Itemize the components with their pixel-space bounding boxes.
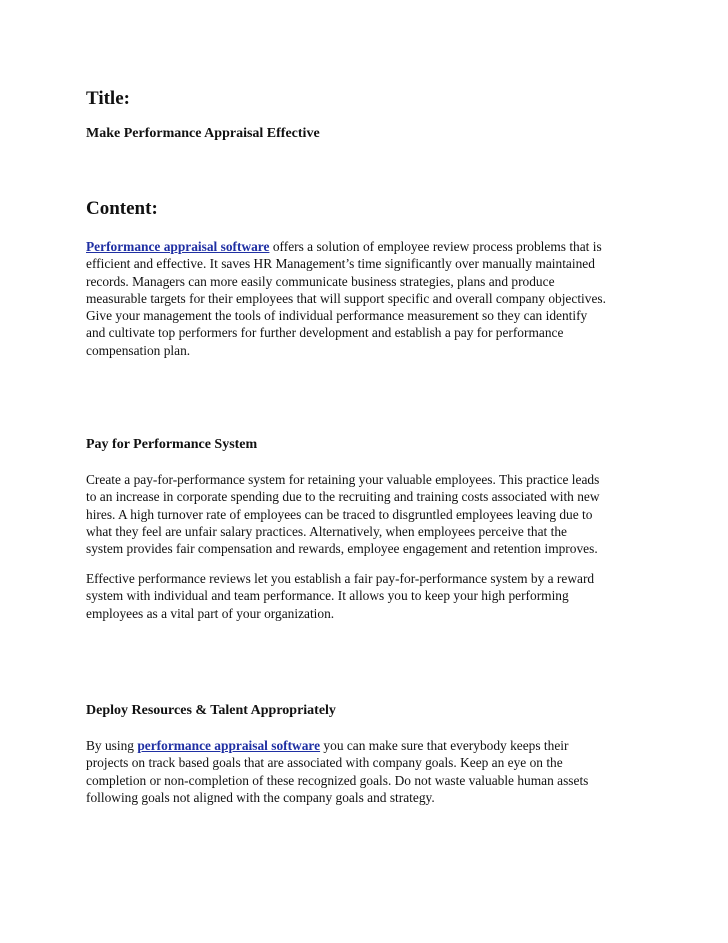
paragraph-line: what they feel are unfair salary practices. Alternatively, when employees perceive that the xyxy=(86,523,567,539)
performance-appraisal-software-link-2[interactable]: performance appraisal software xyxy=(137,738,321,753)
intro-line: efficient and effective. It saves HR Management’s time significantly over manually maintained xyxy=(86,256,595,272)
paragraph-line: system provides fair compensation and rewards, employee engagement and retention improves. xyxy=(86,541,598,557)
intro-line: measurable targets for their employees that will support specific and overall company objectives. xyxy=(86,290,606,306)
intro-line: compensation plan. xyxy=(86,342,191,358)
intro-line-1: Performance appraisal software offers a solution of employee review process problems that is xyxy=(86,239,602,254)
paragraph-line: following goals not aligned with the company goals and strategy. xyxy=(86,789,435,805)
pay-for-performance-paragraph-2 xyxy=(86,570,656,622)
pay-for-performance-paragraph-1 xyxy=(86,471,656,557)
performance-appraisal-software-link[interactable]: Performance appraisal software xyxy=(86,239,270,254)
paragraph-line: to an increase in corporate spending due to the recruiting and training costs associated with new xyxy=(86,489,600,505)
section-heading-pay-for-performance: Pay for Performance System xyxy=(86,437,258,452)
content-label: Content: xyxy=(86,198,158,219)
paragraph-line: hires. A high turnover rate of employees can be traced to disgruntled employees leaving due to xyxy=(86,506,593,522)
paragraph-line-1: By using performance appraisal software you can make sure that everybody keeps their xyxy=(86,738,569,753)
paragraph-line: projects on track based goals that are associated with company goals. Keep an eye on the xyxy=(86,755,563,771)
intro-paragraph xyxy=(86,238,656,359)
paragraph-line: system with individual and team performance. It allows you to keep your high performing xyxy=(86,588,569,604)
deploy-resources-paragraph xyxy=(86,737,656,806)
paragraph-line: employees as a vital part of your organization. xyxy=(86,605,335,621)
paragraph-line: Create a pay-for-performance system for retaining your valuable employees. This practice leads xyxy=(86,472,600,487)
intro-line: Give your management the tools of individual performance measurement so they can identify xyxy=(86,308,588,324)
document-title: Make Performance Appraisal Effective xyxy=(86,126,320,141)
section-heading-deploy-resources: Deploy Resources & Talent Appropriately xyxy=(86,703,336,718)
paragraph-line: completion or non-completion of these recognized goals. Do not waste valuable human assets xyxy=(86,772,589,788)
intro-line: and cultivate top performers for further development and establish a pay for performance xyxy=(86,325,564,341)
title-label: Title: xyxy=(86,88,130,109)
paragraph-line: Effective performance reviews let you establish a fair pay-for-performance system by a reward xyxy=(86,571,595,586)
intro-line: records. Managers can more easily communicate business strategies, plans and produce xyxy=(86,273,555,289)
